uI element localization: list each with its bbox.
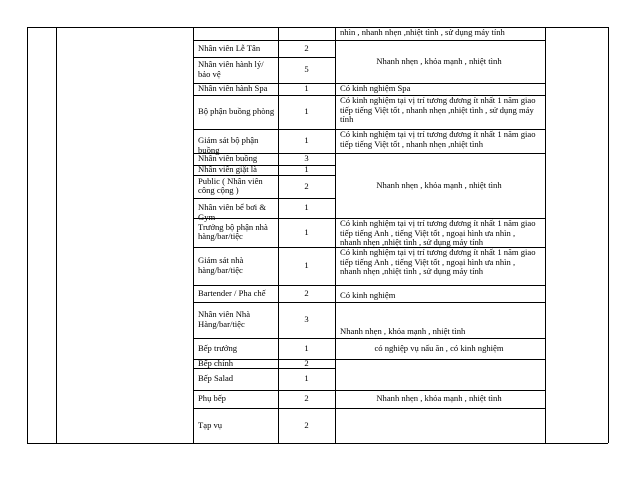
table-horizontal-border — [193, 95, 336, 96]
table-vertical-border — [545, 27, 546, 443]
table-horizontal-border — [335, 285, 545, 286]
requirement-cell: Có kinh nghiệm tại vị trí tương đương ít nhất 1 năm giao tiếp tiếng Việt tốt , nhanh nhẹn ,nhiệt tình — [340, 130, 536, 149]
quantity-cell: 1 — [304, 261, 309, 270]
requirement-cell: nhìn , nhanh nhẹn ,nhiệt tình , sử dụng máy tính — [340, 28, 505, 37]
table-horizontal-border — [335, 302, 545, 303]
requirement-cell: có nghiệp vụ nấu ăn , có kinh nghiệm — [374, 343, 504, 353]
position-cell: Tạp vụ — [198, 420, 223, 430]
quantity-cell: 1 — [304, 374, 309, 383]
table-horizontal-border — [27, 443, 608, 444]
quantity-cell: 5 — [304, 65, 309, 74]
position-cell: Bếp Salad — [198, 374, 234, 383]
quantity-cell: 1 — [304, 84, 309, 93]
position-cell: Giám sát nhà hàng/bar/tiệc — [198, 256, 244, 275]
table-horizontal-border — [193, 198, 336, 199]
requirement-cell: Có kinh nghiệm Spa — [340, 84, 411, 93]
position-cell: Nhân viên bể bơi & Gym — [198, 203, 267, 222]
quantity-cell: 1 — [304, 227, 309, 237]
requirement-cell: Có kinh nghiệm tại vị trí tương đương ít nhất 1 năm giao tiếp tiếng Việt tốt , nhanh nhẹn ,nhiệt tình , sử dụng máy tính — [340, 96, 536, 125]
position-cell: Phụ bếp — [198, 394, 226, 403]
requirement-cell: Nhanh nhẹn , khỏa mạnh , nhiệt tình — [376, 394, 502, 403]
table-vertical-border — [56, 27, 57, 443]
position-cell: Nhân viên buồng — [198, 154, 258, 163]
table-horizontal-border — [193, 57, 336, 58]
recruitment-table — [27, 27, 608, 443]
quantity-cell: 2 — [304, 43, 309, 53]
quantity-cell: 2 — [304, 181, 309, 191]
position-cell: Nhân viên hành Spa — [198, 84, 268, 93]
position-cell: Bếp trưởng — [198, 343, 238, 353]
table-horizontal-border — [335, 359, 545, 360]
position-cell: Nhân viên Nhà Hàng/bar/tiệc — [198, 310, 251, 329]
table-horizontal-border — [193, 40, 336, 41]
table-horizontal-border — [335, 338, 545, 339]
position-cell: Public ( Nhân viên công cộng ) — [198, 176, 263, 196]
position-cell: Bộ phận buồng phòng — [198, 107, 275, 116]
table-vertical-border — [608, 27, 609, 443]
table-horizontal-border — [193, 302, 336, 303]
position-cell: Bếp chính — [198, 359, 234, 368]
quantity-cell: 3 — [304, 315, 309, 324]
quantity-cell: 2 — [304, 288, 309, 298]
quantity-cell: 1 — [304, 203, 309, 212]
requirement-cell: Nhanh nhẹn , khỏa mạnh , nhiệt tình — [376, 180, 502, 190]
quantity-cell: 2 — [304, 420, 309, 430]
requirement-cell: Có kinh nghiệm tại vị trí tương đương ít nhất 1 năm giao tiếp tiếng Anh , tiếng Việt tốt , ngoại hình ưa nhìn , nhanh nhẹn ,nhiệt tình , sử dụng máy tính — [340, 248, 536, 277]
position-cell: Nhân viên hành lý/ bảo vệ — [198, 60, 264, 79]
table-horizontal-border — [193, 285, 336, 286]
table-horizontal-border — [193, 338, 336, 339]
quantity-cell: 1 — [304, 343, 309, 353]
table-horizontal-border — [335, 408, 545, 409]
table-horizontal-border — [335, 40, 545, 41]
quantity-cell: 2 — [304, 394, 309, 403]
table-horizontal-border — [335, 390, 545, 391]
quantity-cell: 1 — [304, 107, 309, 116]
position-cell: Bartender / Pha chế — [198, 288, 266, 298]
table-horizontal-border — [193, 247, 336, 248]
table-horizontal-border — [193, 408, 336, 409]
requirement-cell: Có kinh nghiệm tại vị trí tương đương ít nhất 1 năm giao tiếp tiếng Anh , tiếng Việt tốt , ngoại hình ưa nhìn , nhanh nhẹn ,nhiệt tình , sử dụng máy tính — [340, 219, 536, 248]
requirement-cell: Nhanh nhẹn , khỏa mạnh , nhiệt tình — [376, 56, 502, 66]
quantity-cell: 1 — [304, 136, 309, 145]
position-cell: Giám sát bộ phận buồng — [198, 136, 259, 155]
quantity-cell: 1 — [304, 165, 309, 174]
position-cell: Nhân viên Lễ Tân — [198, 43, 261, 53]
position-cell: Nhân viên giặt là — [198, 165, 257, 174]
quantity-cell: 3 — [304, 154, 309, 163]
requirement-cell: Nhanh nhẹn , khỏa mạnh , nhiệt tình — [340, 327, 466, 336]
requirement-cell: Có kinh nghiệm — [340, 291, 396, 300]
table-horizontal-border — [193, 129, 336, 130]
position-cell: Trưởng bộ phận nhà hàng/bar/tiệc — [198, 222, 268, 242]
quantity-cell: 2 — [304, 359, 309, 368]
table-horizontal-border — [193, 390, 336, 391]
table-vertical-border — [27, 27, 28, 443]
table-horizontal-border — [335, 153, 545, 154]
